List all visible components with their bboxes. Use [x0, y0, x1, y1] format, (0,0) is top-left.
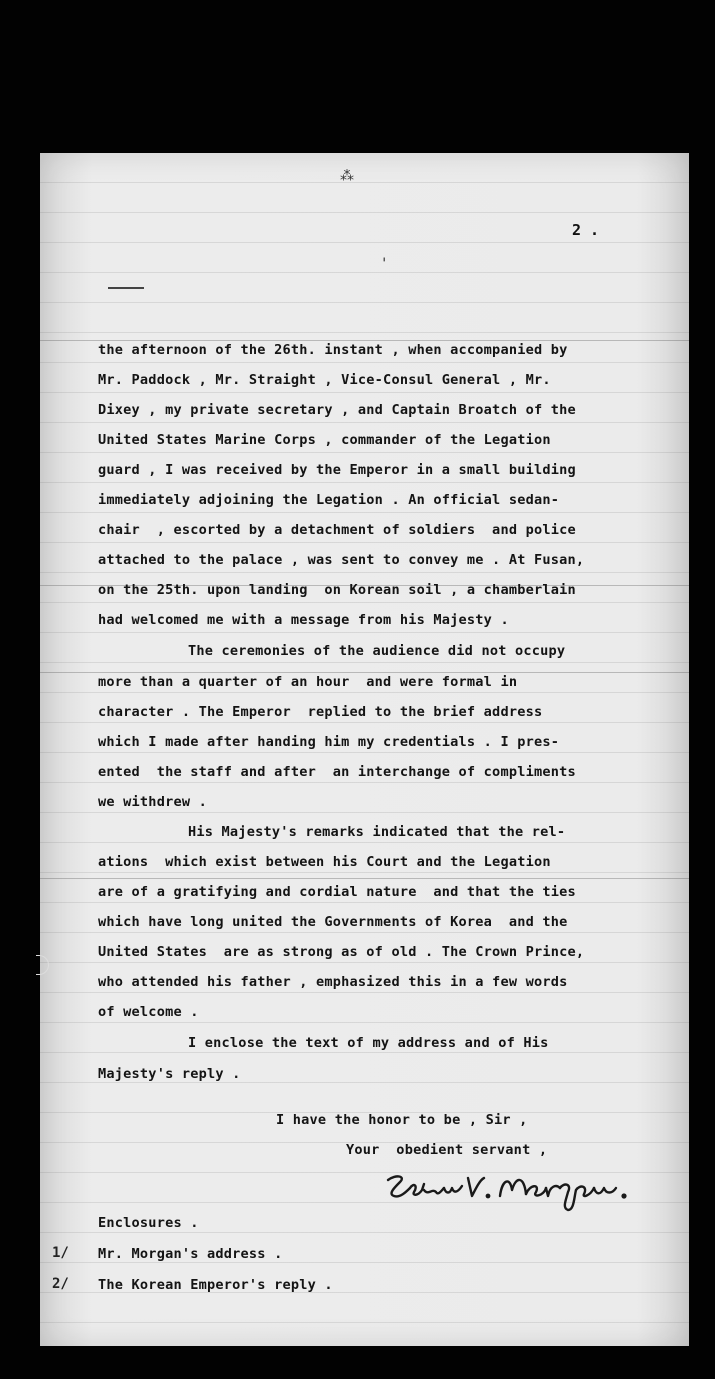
enclosure-text: Mr. Morgan's address . [98, 1246, 283, 1262]
body-line: more than a quarter of an hour and were formal in [98, 674, 518, 690]
body-line: Majesty's reply . [98, 1066, 241, 1082]
closing-salutation: I have the honor to be , Sir , [276, 1112, 528, 1128]
body-line: attached to the palace , was sent to convey me . At Fusan, [98, 552, 585, 568]
enclosure-marker: 2/ [52, 1276, 69, 1292]
ink-speck: ⁂ [340, 168, 354, 184]
body-line: United States Marine Corps , commander of the Legation [98, 432, 551, 448]
page-number: 2 . [572, 221, 600, 239]
paragraph-start-line: The ceremonies of the audience did not occupy [188, 643, 566, 659]
enclosure-marker: 1/ [52, 1245, 69, 1261]
body-line: the afternoon of the 26th. instant , when accompanied by [98, 342, 568, 358]
body-line: United States are as strong as of old . The Crown Prince, [98, 944, 585, 960]
body-line: who attended his father , emphasized this in a few words [98, 974, 568, 990]
ink-speck: ' [380, 256, 389, 272]
enclosure-text: The Korean Emperor's reply . [98, 1277, 333, 1293]
body-line: character . The Emperor replied to the brief address [98, 704, 543, 720]
paper-crease [40, 878, 689, 879]
body-line: chair , escorted by a detachment of soldiers and police [98, 522, 576, 538]
margin-dash [108, 287, 144, 289]
paragraph-start-line: His Majesty's remarks indicated that the rel- [188, 824, 566, 840]
body-line: on the 25th. upon landing on Korean soil , a chamberlain [98, 582, 576, 598]
paragraph-start-line: I enclose the text of my address and of His [188, 1035, 549, 1051]
paper-crease [40, 340, 689, 341]
body-line: guard , I was received by the Emperor in a small building [98, 462, 576, 478]
handwritten-signature [384, 1170, 636, 1212]
body-line: Dixey , my private secretary , and Captain Broatch of the [98, 402, 576, 418]
body-line: we withdrew . [98, 794, 207, 810]
body-line: ented the staff and after an interchange of compliments [98, 764, 576, 780]
body-line: had welcomed me with a message from his Majesty . [98, 612, 509, 628]
body-line: which have long united the Governments of Korea and the [98, 914, 568, 930]
body-line: which I made after handing him my credentials . I pres- [98, 734, 560, 750]
body-line: Mr. Paddock , Mr. Straight , Vice-Consul General , Mr. [98, 372, 551, 388]
body-line: are of a gratifying and cordial nature and that the ties [98, 884, 576, 900]
body-line: ations which exist between his Court and the Legation [98, 854, 551, 870]
closing-servant: Your obedient servant , [346, 1142, 548, 1158]
enclosures-heading: Enclosures . [98, 1215, 199, 1231]
body-line: immediately adjoining the Legation . An official sedan- [98, 492, 560, 508]
paper-crease [40, 672, 689, 673]
body-line: of welcome . [98, 1004, 199, 1020]
